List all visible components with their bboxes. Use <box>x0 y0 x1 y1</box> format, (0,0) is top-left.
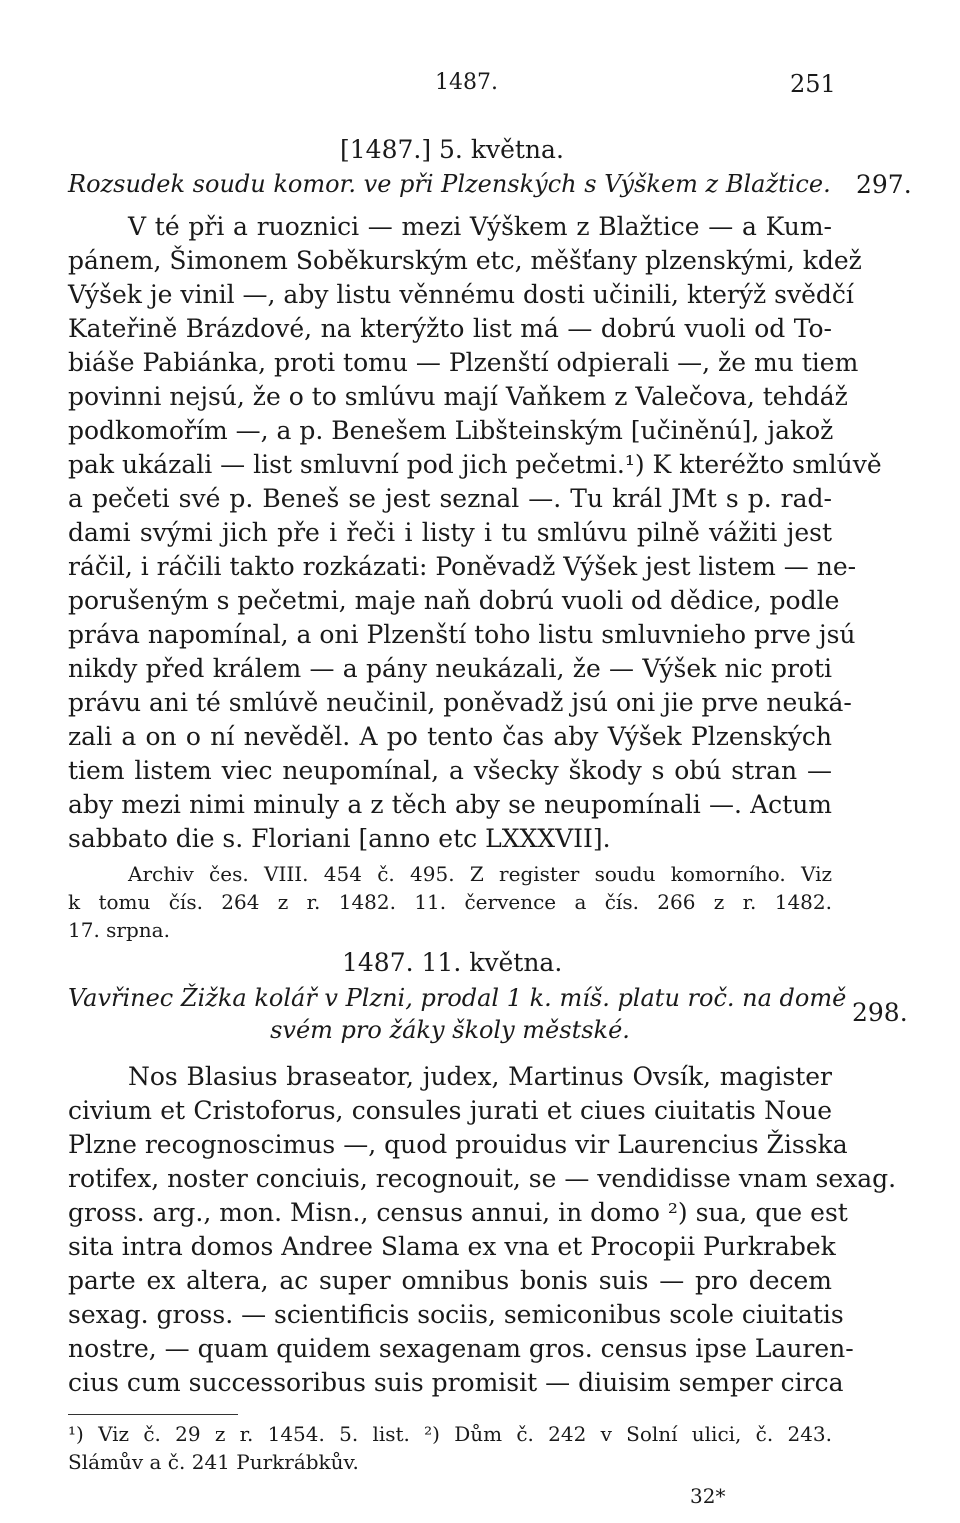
doc-298-line: cius cum successoribus suis promisit — diuisim semper circa <box>68 1368 844 1397</box>
doc-297-line: Kateřině Brázdové, na kterýžto list má — dobrú vuoli od To- <box>68 314 832 343</box>
doc-297-line: ráčil, i ráčili takto rozkázati: Poněvadž Výšek jest listem — ne- <box>68 552 857 581</box>
doc-297-line: biáše Pabiánka, proti tomu — Plzenští odpierali —, že mu tiem <box>68 348 859 377</box>
doc-297-number: 297. <box>856 170 912 199</box>
footnote-line: Slámův a č. 241 Purkrábkův. <box>68 1450 359 1474</box>
doc-297-line: Výšek je vinil —, aby listu věnnému dosti učinili, kterýž svědčí <box>68 280 854 309</box>
footnote-rule <box>68 1414 238 1415</box>
doc-298-line: nostre, — quam quidem sexagenam gros. census ipse Lauren- <box>68 1334 854 1363</box>
doc-298-title-line: svém pro žáky školy městské. <box>270 1016 630 1044</box>
doc-298-line: Plzne recognoscimus —, quod prouidus vir Laurencius Žisska <box>68 1130 848 1159</box>
doc-298-line: rotifex, noster conciuis, recognouit, se — vendidisse vnam sexag. <box>68 1164 897 1193</box>
doc-298-title-line: Vavřinec Žižka kolář v Plzni, prodal 1 k. míš. platu roč. na domě <box>68 984 847 1012</box>
running-year: 1487. <box>435 70 498 95</box>
doc-297-line: nikdy před králem — a pány neukázali, že — Výšek nic proti <box>68 654 832 683</box>
doc-297-line: tiem listem viec neupomínal, a všecky škody s obú stran — <box>68 756 832 785</box>
doc-298-line: civium et Cristoforus, consules jurati et ciues ciuitatis Noue <box>68 1096 832 1125</box>
doc-297-line: pak ukázali — list smluvní pod jich pečetmi.¹) K kteréžto smlúvě <box>68 450 882 479</box>
doc-297-line: sabbato die s. Floriani [anno etc LXXXVII]. <box>68 824 611 853</box>
doc-297-line: V té při a ruoznici — mezi Výškem z Blažtice — a Kum- <box>128 212 832 241</box>
doc-297-date: [1487.] 5. května. <box>340 135 564 164</box>
doc-298-number: 298. <box>852 998 908 1027</box>
doc-297-line: porušeným s pečetmi, maje naň dobrú vuoli od dědice, podle <box>68 586 840 615</box>
doc-297-line: a pečeti své p. Beneš se jest seznal —. Tu král JMt s p. rad- <box>68 484 832 513</box>
doc-297-title: Rozsudek soudu komor. ve při Plzenských s Výškem z Blažtice. <box>68 170 831 198</box>
doc-297-source: 17. srpna. <box>68 918 170 942</box>
signature-mark: 32* <box>690 1484 726 1508</box>
doc-297-line: dami svými jich pře i řeči i listy i tu smlúvu pilně vážiti jest <box>68 518 832 547</box>
doc-297-line: zali a on o ní nevěděl. A po tento čas aby Výšek Plzenských <box>68 722 832 751</box>
doc-298-line: Nos Blasius braseator, judex, Martinus Ovsík, magister <box>128 1062 832 1091</box>
doc-297-line: podkomořím —, a p. Benešem Libšteinským [učiněnú], jakož <box>68 416 834 445</box>
doc-298-date: 1487. 11. května. <box>342 948 563 977</box>
doc-298-line: sita intra domos Andree Slama ex vna et Procopii Purkrabek <box>68 1232 836 1261</box>
footnote-line: ¹) Viz č. 29 z r. 1454. 5. list. ²) Dům č. 242 v Solní ulici, č. 243. <box>68 1422 832 1446</box>
doc-298-line: gross. arg., mon. Misn., census annui, in domo ²) sua, que est <box>68 1198 848 1227</box>
doc-297-line: pánem, Šimonem Soběkurským etc, měšťany plzenskými, kdež <box>68 246 862 275</box>
doc-297-line: právu ani té smlúvě neučinil, poněvadž jsú oni jie prve neuká- <box>68 688 852 717</box>
doc-298-line: parte ex altera, ac super omnibus bonis suis — pro decem <box>68 1266 832 1295</box>
doc-297-source: Archiv čes. VIII. 454 č. 495. Z register soudu komorního. Viz <box>128 862 832 886</box>
doc-298-line: sexag. gross. — scientificis sociis, semiconibus scole ciuitatis <box>68 1300 844 1329</box>
page-number: 251 <box>790 70 836 98</box>
doc-297-line: aby mezi nimi minuly a z těch aby se neupomínali —. Actum <box>68 790 832 819</box>
doc-297-line: povinni nejsú, že o to smlúvu mají Vaňkem z Valečova, tehdáž <box>68 382 848 411</box>
doc-297-line: práva napomínal, a oni Plzenští toho listu smluvnieho prve jsú <box>68 620 856 649</box>
doc-297-source: k tomu čís. 264 z r. 1482. 11. července a čís. 266 z r. 1482. <box>68 890 832 914</box>
